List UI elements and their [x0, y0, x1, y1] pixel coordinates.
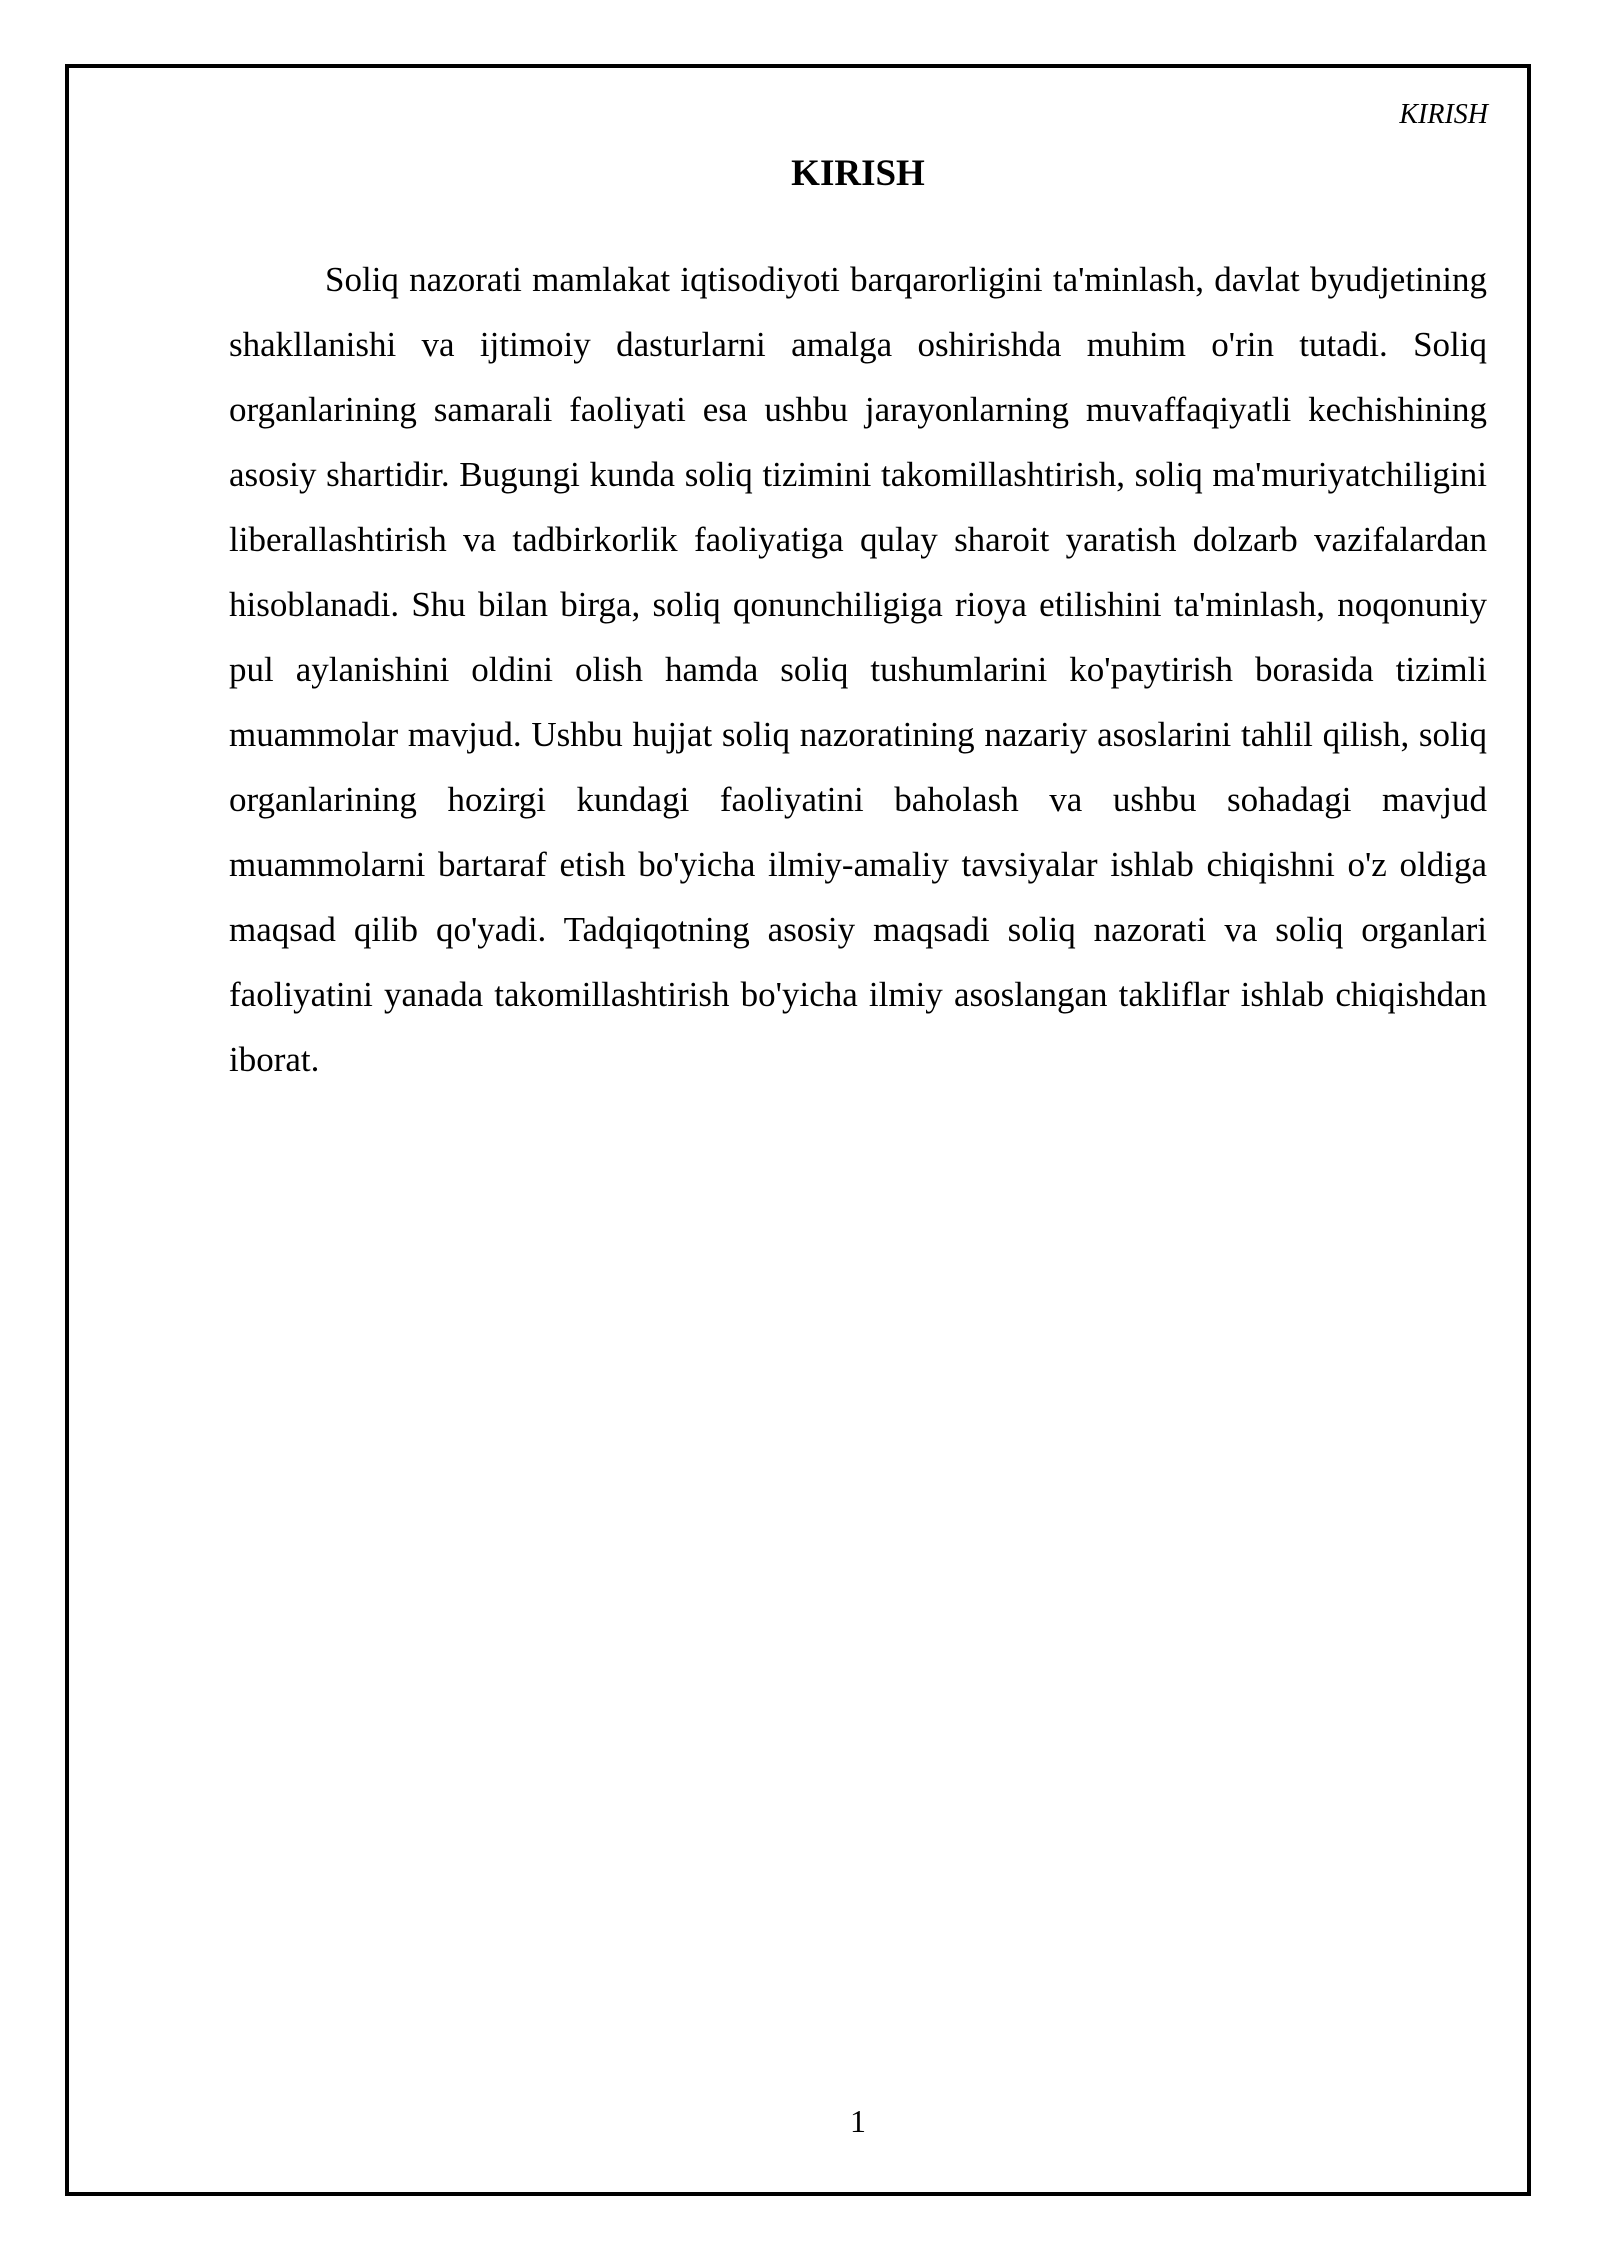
- running-header: KIRISH: [1399, 99, 1488, 130]
- page-title: KIRISH: [791, 153, 925, 194]
- page-number: 1: [850, 2103, 866, 2139]
- body-paragraph: Soliq nazorati mamlakat iqtisodiyoti barqarorligini ta'minlash, davlat byudjetining shakllanishi va ijtimoiy dasturlarni amalga oshirishda muhim o'rin tutadi. Soliq organlarining samarali faoliyati esa ushbu jarayonlarning muvaffaqiyatli kechishining asosiy shartidir. Bugungi kunda soliq tizimini takomillashtirish, soliq ma'muriyatchiligini liberallashtirish va tadbirkorlik faoliyatiga qulay sharoit yaratish dolzarb vazifalardan hisoblanadi. Shu bilan birga, soliq qonunchiligiga rioya etilishini ta'minlash, noqonuniy pul aylanishini oldini olish hamda soliq tushumlarini ko'paytirish borasida tizimli muammolar mavjud. Ushbu hujjat soliq nazoratining nazariy asoslarini tahlil qilish, soliq organlarining hozirgi kundagi faoliyatini baholash va ushbu sohadagi mavjud muammolarni bartaraf etish bo'yicha ilmiy-amaliy tavsiyalar ishlab chiqishni o'z oldiga maqsad qilib qo'yadi. Tadqiqotning asosiy maqsadi soliq nazorati va soliq organlari faoliyatini yanada takomillashtirish bo'yicha ilmiy asoslangan takliflar ishlab chiqishdan iborat.: [229, 260, 1487, 1079]
